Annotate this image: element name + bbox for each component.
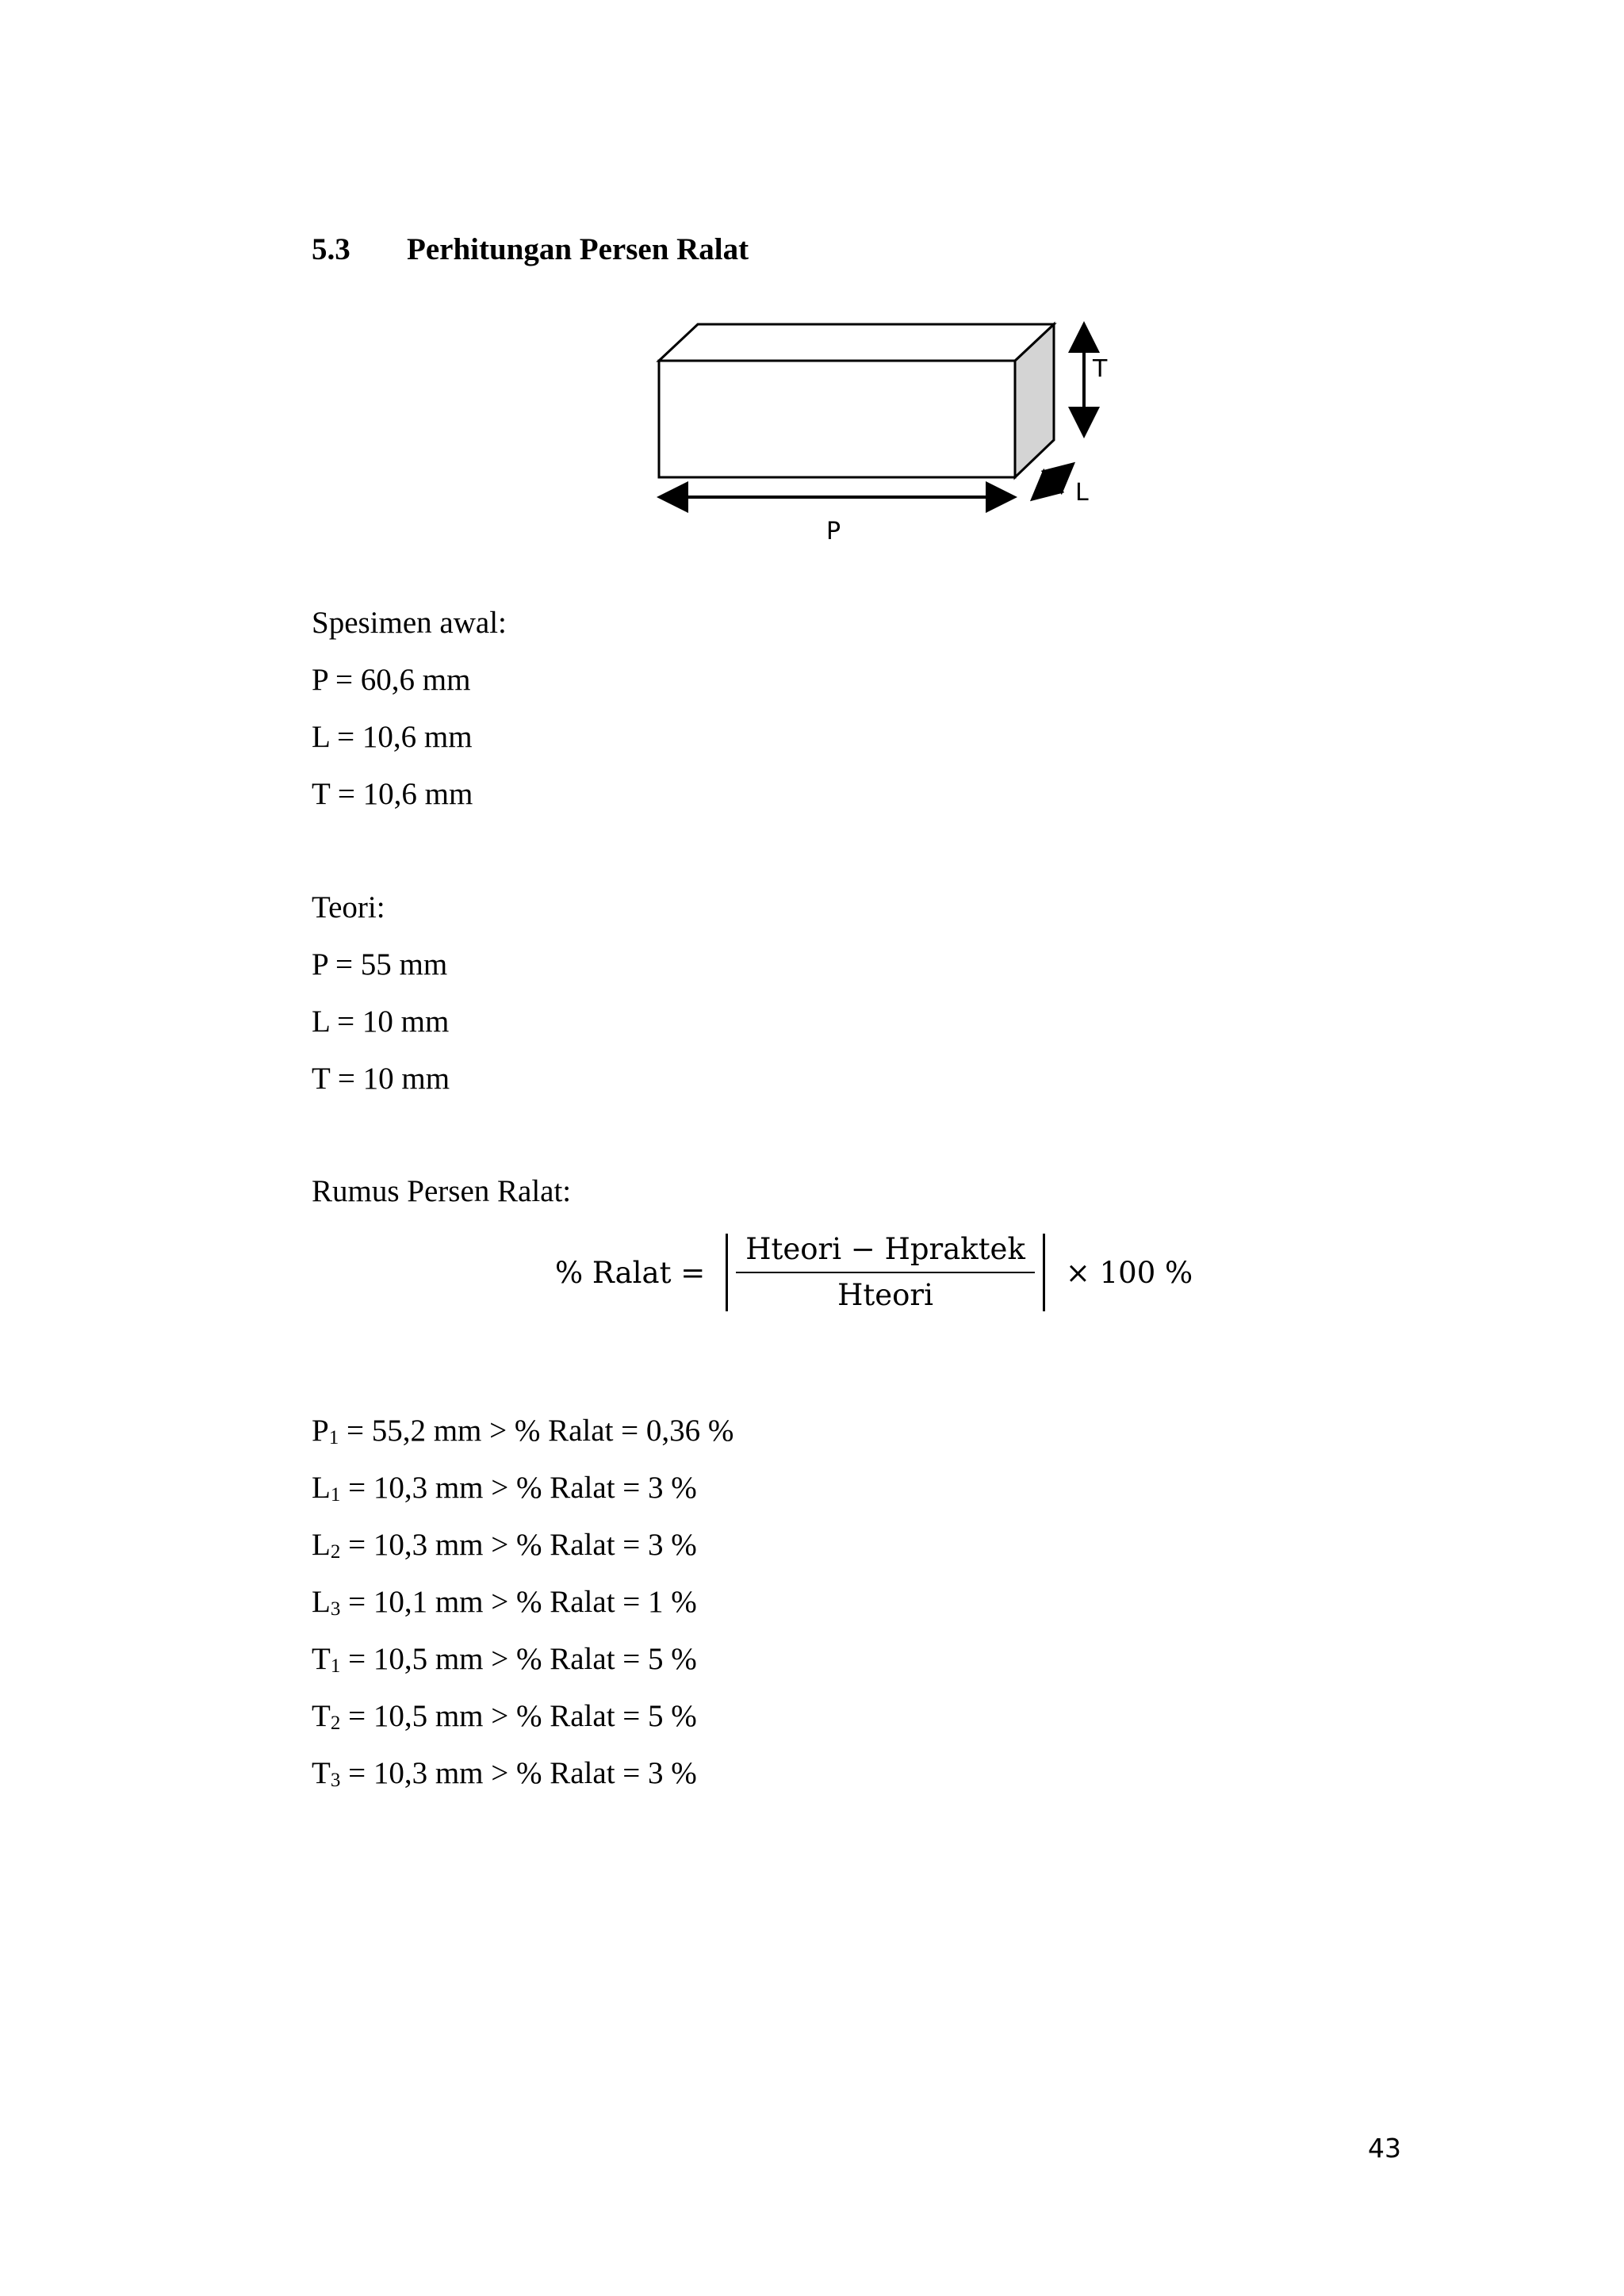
theory-l: L = 10 mm xyxy=(312,1004,450,1039)
section-number: 5.3 xyxy=(312,232,350,266)
initial-specimen-t: T = 10,6 mm xyxy=(312,777,473,811)
result-text: = 10,3 mm > % Ralat = 3 % xyxy=(340,1528,697,1562)
formula-denominator: Hteori xyxy=(837,1278,933,1312)
result-text: = 10,3 mm > % Ralat = 3 % xyxy=(340,1756,697,1790)
length-label: P xyxy=(826,518,841,545)
result-index: 2 xyxy=(330,1541,341,1563)
result-index: 1 xyxy=(330,1655,341,1677)
page-number: 43 xyxy=(1368,2133,1401,2164)
result-index: 1 xyxy=(330,1484,341,1506)
result-text: = 10,5 mm > % Ralat = 5 % xyxy=(340,1699,697,1733)
theory-p: P = 55 mm xyxy=(312,947,448,982)
formula-multiplier: × 100 % xyxy=(1065,1255,1193,1290)
result-text: = 55,2 mm > % Ralat = 0,36 % xyxy=(339,1414,734,1448)
result-index: 3 xyxy=(330,1770,341,1791)
result-symbol: T xyxy=(312,1756,331,1790)
initial-specimen-l: L = 10,6 mm xyxy=(312,720,473,754)
initial-specimen-p: P = 60,6 mm xyxy=(312,663,471,697)
result-line xyxy=(312,1468,697,1508)
height-label: T xyxy=(1093,355,1108,383)
result-line xyxy=(312,1582,697,1622)
result-symbol: L xyxy=(312,1585,331,1619)
result-index: 1 xyxy=(328,1427,339,1448)
width-arrow xyxy=(1035,466,1071,497)
abs-bar-left xyxy=(726,1234,728,1311)
box-top-face xyxy=(659,324,1054,361)
result-symbol: P xyxy=(312,1414,329,1448)
result-line xyxy=(312,1640,697,1679)
formula-numerator: Hteori − Hpraktek xyxy=(745,1232,1025,1266)
result-text: = 10,1 mm > % Ralat = 1 % xyxy=(340,1585,697,1619)
result-line xyxy=(312,1411,733,1451)
width-label: L xyxy=(1075,479,1089,507)
result-line xyxy=(312,1697,697,1736)
result-symbol: L xyxy=(312,1471,331,1505)
result-index: 2 xyxy=(330,1712,341,1734)
section-title: Perhitungan Persen Ralat xyxy=(407,232,749,266)
section-heading xyxy=(312,230,749,270)
specimen-box-diagram xyxy=(634,313,1126,567)
theory-t: T = 10 mm xyxy=(312,1062,450,1096)
result-index: 3 xyxy=(330,1598,341,1620)
formula-lhs: % Ralat = xyxy=(555,1255,706,1290)
result-symbol: T xyxy=(312,1642,331,1676)
result-text: = 10,3 mm > % Ralat = 3 % xyxy=(340,1471,697,1505)
abs-bar-right xyxy=(1043,1234,1045,1311)
result-line xyxy=(312,1525,697,1565)
formula-fraction xyxy=(741,1232,1030,1313)
result-text: = 10,5 mm > % Ralat = 5 % xyxy=(340,1642,697,1676)
initial-specimen-heading: Spesimen awal: xyxy=(312,606,507,640)
result-line xyxy=(312,1754,697,1793)
result-symbol: T xyxy=(312,1699,331,1733)
theory-heading: Teori: xyxy=(312,890,385,924)
result-symbol: L xyxy=(312,1528,331,1562)
fraction-line xyxy=(736,1272,1035,1273)
box-front-face xyxy=(659,361,1015,477)
formula-heading: Rumus Persen Ralat: xyxy=(312,1174,572,1208)
percent-error-formula xyxy=(555,1225,1193,1320)
